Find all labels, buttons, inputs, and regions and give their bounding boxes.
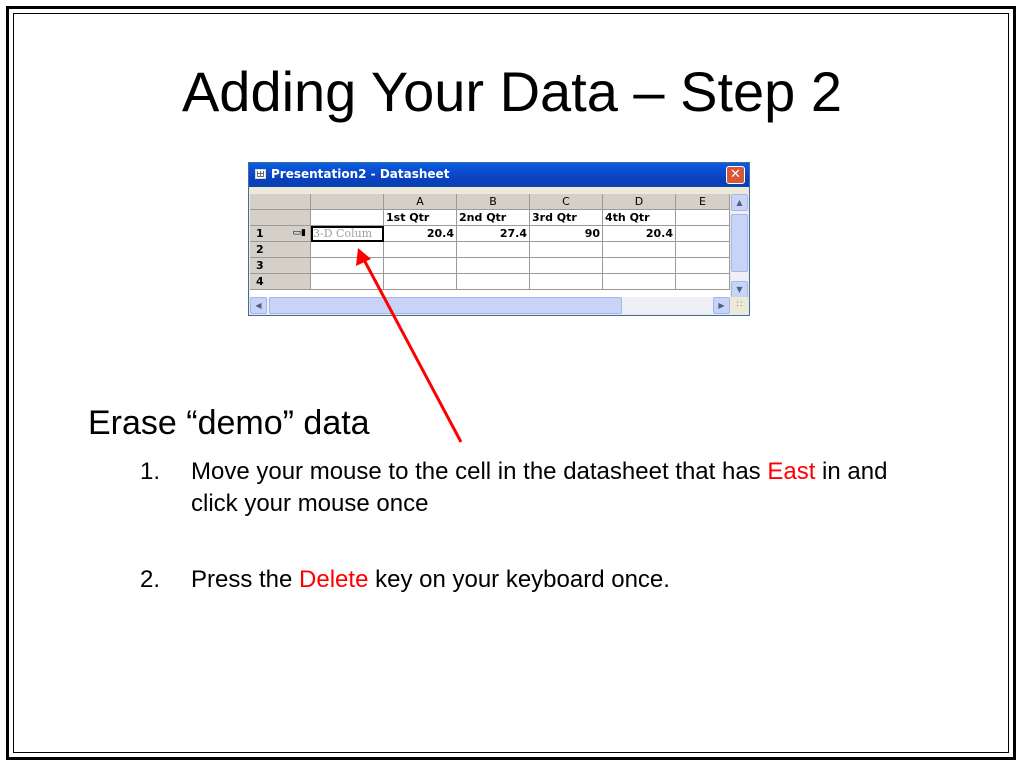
arrow-head	[356, 248, 371, 266]
column-header-e[interactable]: E	[676, 194, 730, 210]
cell-col-label-b[interactable]: 2nd Qtr	[457, 210, 530, 226]
row-header-2[interactable]: 2	[250, 242, 311, 258]
step-text	[191, 456, 911, 520]
highlight-east: East	[767, 458, 816, 485]
row-header-3[interactable]: 3	[250, 258, 311, 274]
column-header-a[interactable]: A	[384, 194, 457, 210]
cell-value[interactable]: 90	[530, 226, 603, 242]
step-number: 2.	[140, 566, 161, 593]
cell-value[interactable]: 20.4	[384, 226, 457, 242]
highlight-delete: Delete	[299, 566, 369, 593]
step-text-part: key on your keyboard once.	[368, 566, 670, 593]
column-header-d[interactable]: D	[603, 194, 676, 210]
row-number: 1	[256, 227, 264, 240]
resize-grip-icon[interactable]: ∷	[731, 297, 748, 314]
row-header-4[interactable]: 4	[250, 274, 311, 290]
step-text-part: in and click your mouse once	[191, 458, 888, 517]
instruction-heading: Erase “demo” data	[88, 404, 370, 442]
chevron-right-icon: ▶	[718, 301, 725, 310]
cell-value[interactable]: 27.4	[457, 226, 530, 242]
step-text	[191, 564, 911, 596]
chevron-up-icon: ▲	[736, 198, 743, 207]
cell-value[interactable]: 20.4	[603, 226, 676, 242]
step-text-part: Press the	[191, 566, 300, 593]
slide-title: Adding Your Data – Step 2	[181, 60, 843, 123]
datasheet-window-title: Presentation2 - Datasheet	[271, 167, 450, 181]
column-header-b[interactable]: B	[457, 194, 530, 210]
chevron-left-icon: ◀	[255, 301, 262, 310]
chart-series-icon: ▭▮	[292, 228, 306, 238]
cell-col-label-d[interactable]: 4th Qtr	[603, 210, 676, 226]
step-text-part: Move your mouse to the cell in the datasheet that has	[191, 458, 768, 485]
cell-col-label-a[interactable]: 1st Qtr	[384, 210, 457, 226]
chevron-down-icon: ▼	[736, 285, 743, 294]
column-header-c[interactable]: C	[530, 194, 603, 210]
step-number: 1.	[140, 458, 161, 485]
close-icon: ✕	[730, 167, 741, 182]
arrow-line	[362, 256, 461, 442]
cell-col-label-c[interactable]: 3rd Qtr	[530, 210, 603, 226]
selected-cell-series-label[interactable]: 3-D Colum	[311, 226, 384, 242]
